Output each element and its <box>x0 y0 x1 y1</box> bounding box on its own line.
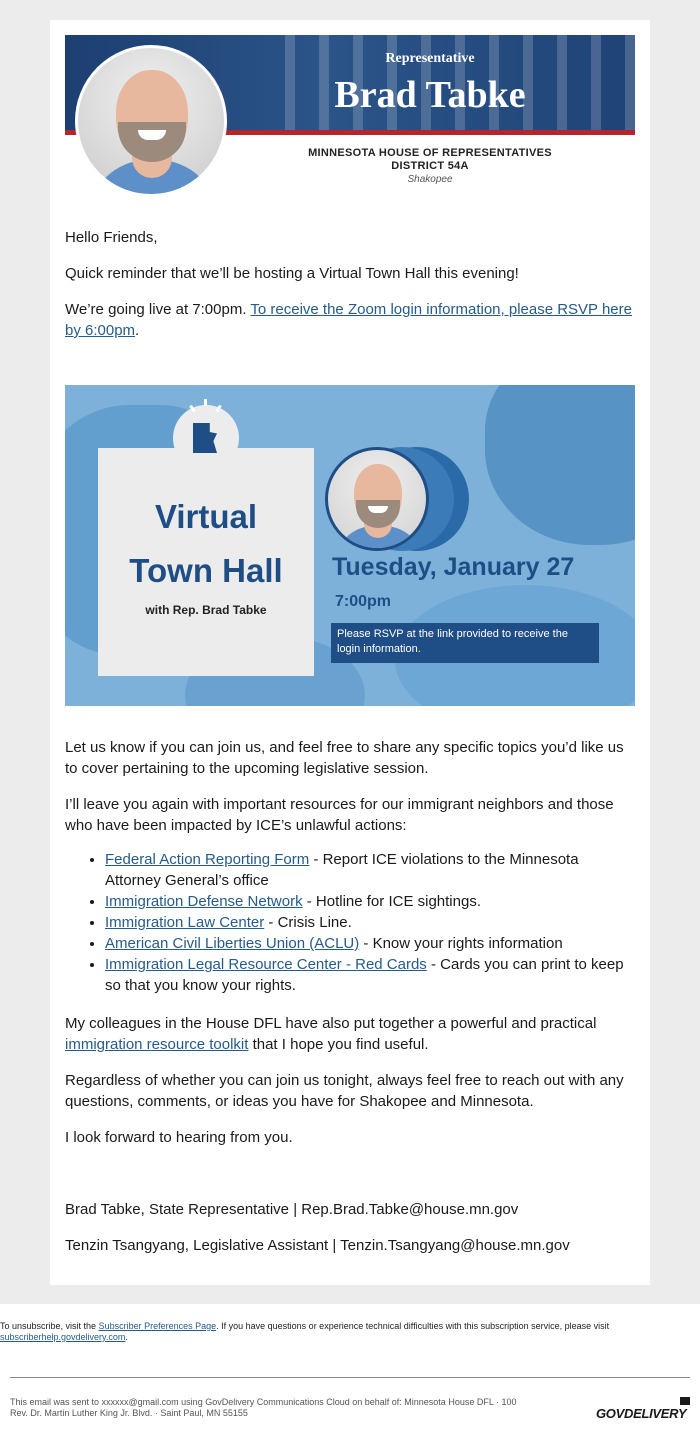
resource-link[interactable]: American Civil Liberties Union (ACLU) <box>105 935 360 952</box>
resource-link[interactable]: Immigration Defense Network <box>105 893 303 910</box>
live-paragraph: We’re going live at 7:00pm. To receive the Zoom login information, please RSVP here by 6:00pm. <box>65 301 632 339</box>
rep-avatar <box>75 45 227 197</box>
city: Shakopee <box>407 174 453 185</box>
flyer-time: 7:00pm <box>335 593 392 610</box>
rep-label: Representative <box>385 51 475 66</box>
rsvp-link[interactable]: To receive the Zoom login information, please RSVP here by 6:00pm <box>65 301 632 339</box>
flyer-subtitle: with Rep. Brad Tabke <box>145 603 267 617</box>
footer <box>0 1304 700 1429</box>
envelope-icon <box>680 1397 690 1405</box>
flyer-date: Tuesday, January 27 <box>332 553 575 581</box>
list-item: • American Civil Liberties Union (ACLU) - Know your rights information <box>105 933 637 954</box>
house-name: MINNESOTA HOUSE OF REPRESENTATIVES <box>308 147 552 159</box>
list-item: • Federal Action Reporting Form - Report ICE violations to the Minnesota Attorney General’s office <box>105 849 637 891</box>
list-item: • Immigration Legal Resource Center - Red Cards - Cards you can print to keep so that you know your rights. <box>105 954 637 996</box>
list-item: • Immigration Defense Network - Hotline for ICE sightings. <box>105 891 637 912</box>
footer-divider <box>10 1377 690 1378</box>
district: DISTRICT 54A <box>391 160 469 172</box>
flyer-photo <box>325 447 429 551</box>
house-title <box>285 147 575 173</box>
resource-link[interactable]: Immigration Legal Resource Center - Red Cards <box>105 956 427 973</box>
list-item: • Immigration Law Center - Crisis Line. <box>105 912 637 933</box>
flyer-title: Virtual Town Hall <box>129 498 283 589</box>
email-card <box>50 20 650 1285</box>
rep-name: Brad Tabke <box>334 74 526 116</box>
reminder: Quick reminder that we’ll be hosting a Virtual Town Hall this evening! <box>65 265 519 282</box>
sent-info: This email was sent to xxxxxx@gmail.com using GovDelivery Communications Cloud on behalf of: Minnesota House DFL · 100 Rev. Dr. Martin Luther King Jr. Blvd. · Saint Paul, MN 55155 <box>10 1397 517 1418</box>
unsubscribe-text: To unsubscribe, visit the Subscriber Preferences Page. If you have questions or experience technical difficulties with this subscription service, please visit subscriberhelp.govdelivery.com. <box>0 1321 610 1342</box>
toolkit-link[interactable]: immigration resource toolkit <box>65 1036 249 1053</box>
greeting: Hello Friends, <box>65 229 158 246</box>
invite-paragraph: Let us know if you can join us, and feel free to share any specific topics you’d like us to cover pertaining to the upcoming legislative session. <box>65 739 624 777</box>
subscriber-help-link[interactable]: subscriberhelp.govdelivery.com <box>0 1332 126 1342</box>
signature-rep: Brad Tabke, State Representative | Rep.Brad.Tabke@house.mn.gov <box>65 1201 519 1218</box>
reach-out-paragraph: Regardless of whether you can join us tonight, always feel free to reach out with any questions, comments, or ideas you have for Shakopee and Minnesota. <box>65 1072 624 1110</box>
town-hall-flyer <box>65 385 635 706</box>
closing: I look forward to hearing from you. <box>65 1129 293 1146</box>
resource-link[interactable]: Immigration Law Center <box>105 914 265 931</box>
resource-link[interactable]: Federal Action Reporting Form <box>105 851 310 868</box>
signature-assistant: Tenzin Tsangyang, Legislative Assistant | Tenzin.Tsangyang@house.mn.gov <box>65 1237 570 1254</box>
govdelivery-logo[interactable]: GOVDELIVERY <box>596 1406 687 1421</box>
subscriber-preferences-link[interactable]: Subscriber Preferences Page <box>98 1321 217 1331</box>
flyer-rsvp-note: Please RSVP at the link provided to receive the login information. <box>331 623 599 663</box>
live-text: We’re going live at 7:00pm. <box>65 301 251 318</box>
resources-intro: I’ll leave you again with important resources for our immigrant neighbors and those who have been impacted by ICE’s unlawful actions: <box>65 796 614 834</box>
header-banner <box>65 35 635 198</box>
toolkit-paragraph: My colleagues in the House DFL have also put together a powerful and practical immigration resource toolkit that I hope you find useful. <box>65 1015 597 1053</box>
resources-list <box>65 849 637 996</box>
